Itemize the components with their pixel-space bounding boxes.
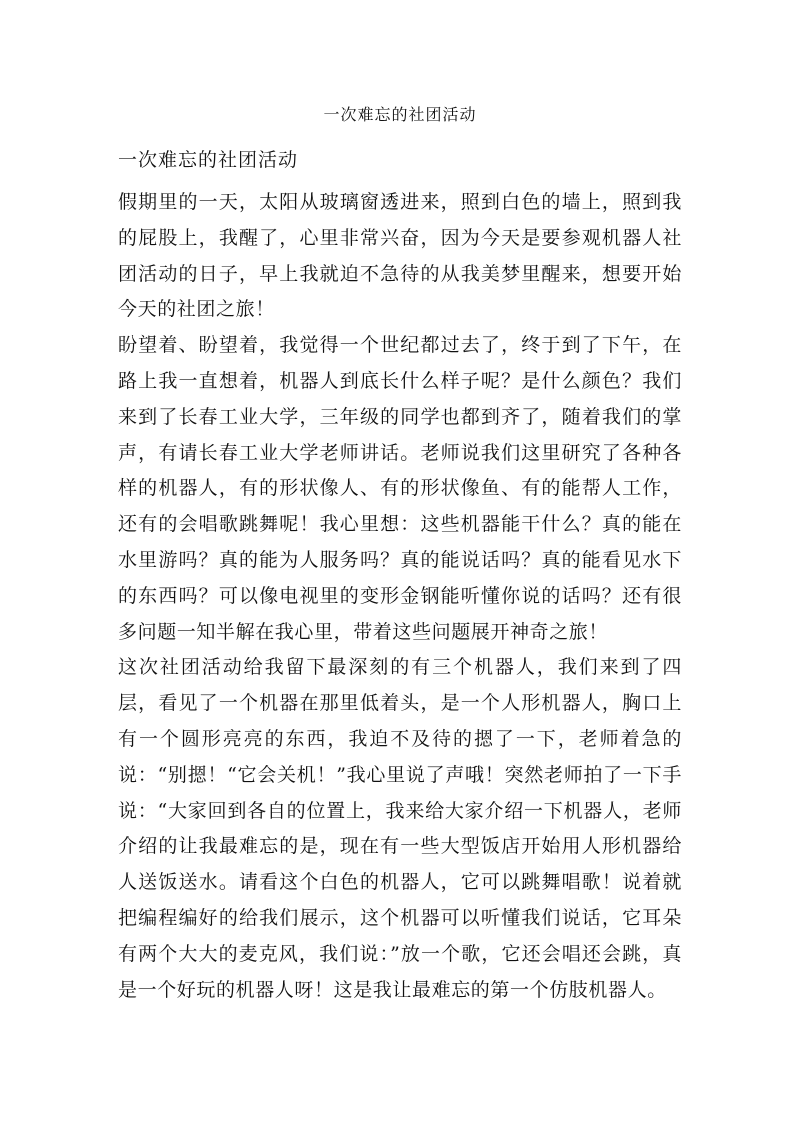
document-body [118,185,682,1008]
paragraph-1: 假期里的一天，太阳从玻璃窗透进来，照到白色的墙上，照到我的屁股上，我醒了，心里非常兴奋，因为今天是要参观机器人社团活动的日子，早上我就迫不急待的从我美梦里醒来，想要开始今天的社团之旅！ [118,191,682,321]
paragraph-2: 盼望着、盼望着，我觉得一个世纪都过去了，终于到了下午，在路上我一直想着，机器人到底长什么样子呢？是什么颜色？我们来到了长春工业大学，三年级的同学也都到齐了，随着我们的掌声，有请长春工业大学老师讲话。老师说我们这里研究了各种各样的机器人，有的形状像人、有的形状像鱼、有的能帮人工作，还有的会唱歌跳舞呢！我心里想：这些机器能干什么？真的能在水里游吗？真的能为人服务吗？真的能说话吗？真的能看见水下的东西吗？可以像电视里的变形金钢能听懂你说的话吗？还有很多问题一知半解在我心里，带着这些问题展开神奇之旅！ [118,334,682,643]
document-title: 一次难忘的社团活动 [323,105,477,124]
paragraph-3: 这次社团活动给我留下最深刻的有三个机器人，我们来到了四层，看见了一个机器在那里低着头，是一个人形机器人，胸口上有一个圆形亮亮的东西，我迫不及待的摁了一下，老师着急的说：“别摁！“它会关机！”我心里说了声哦！突然老师拍了一下手说：“大家回到各自的位置上，我来给大家介绍一下机器人，老师介绍的让我最难忘的是，现在有一些大型饭店开始用人形机器给人送饭送水。请看这个白色的机器人，它可以跳舞唱歌！说着就把编程编好的给我们展示，这个机器可以听懂我们说话，它耳朵有两个大大的麦克风，我们说：”放一个歌，它还会唱还会跳，真是一个好玩的机器人呀！这是我让最难忘的第一个仿肢机器人。 [118,656,682,1001]
document-subtitle: 一次难忘的社团活动 [118,149,299,171]
